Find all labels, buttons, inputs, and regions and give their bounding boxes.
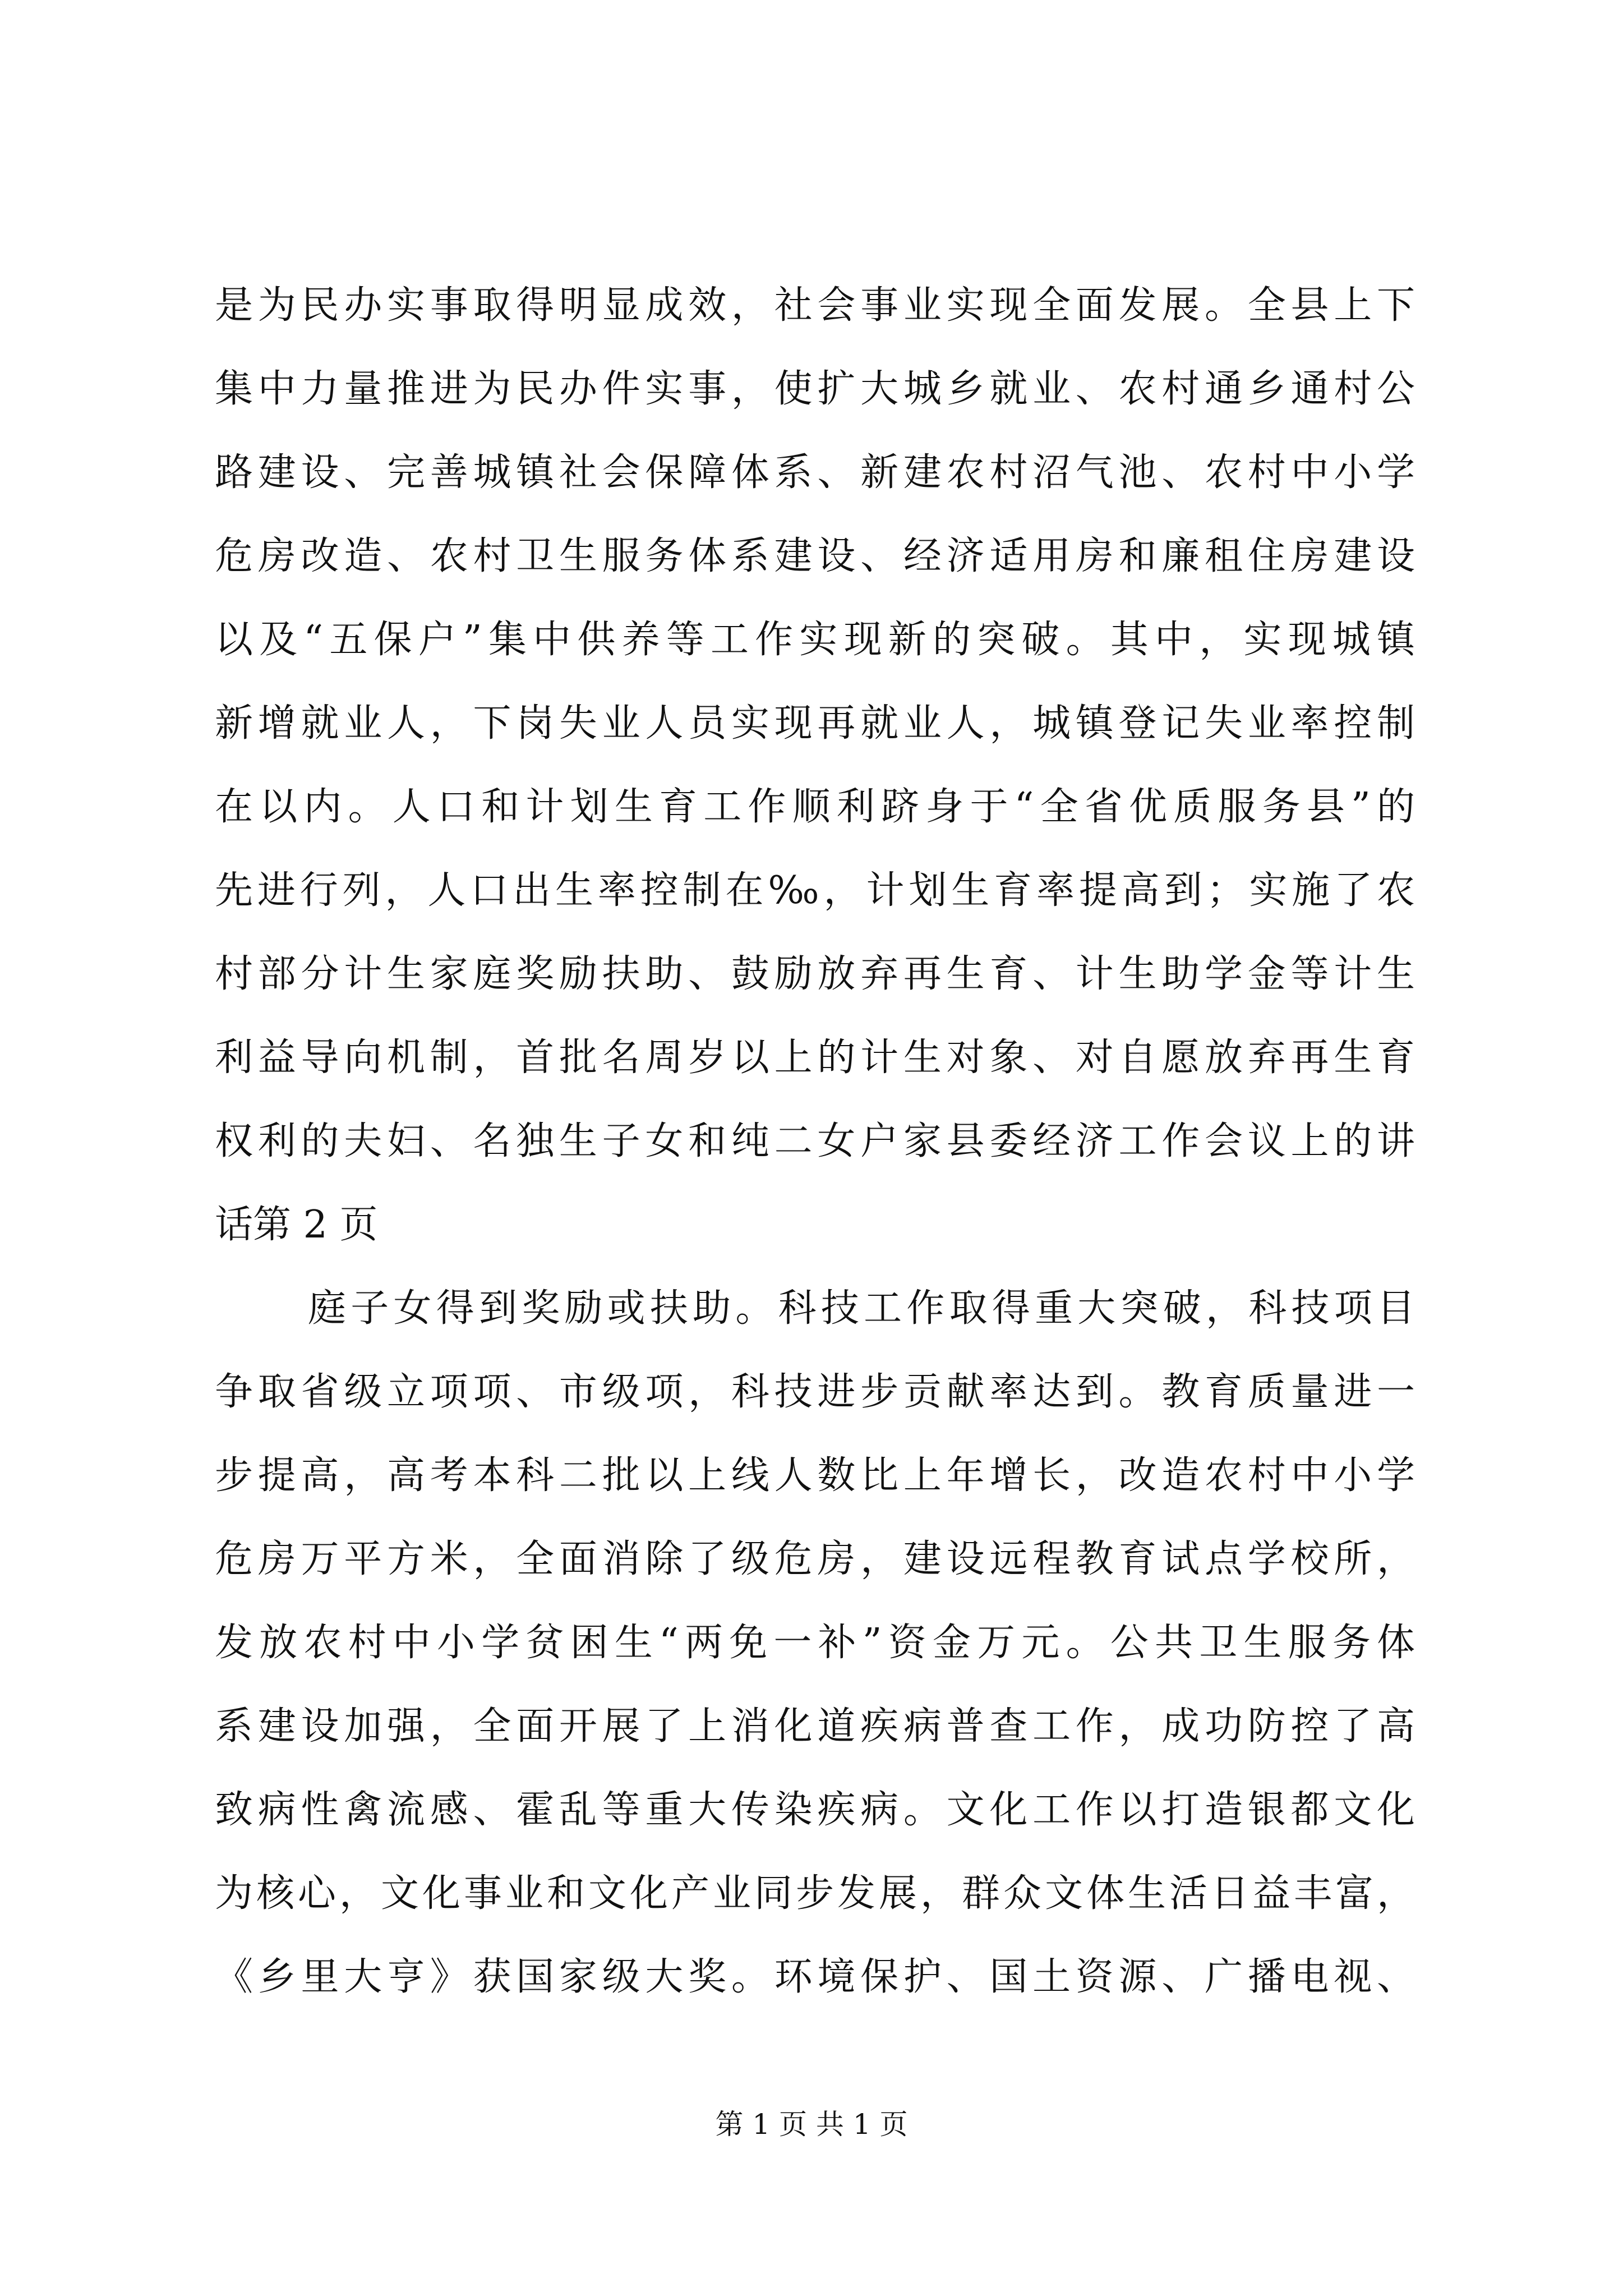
page-number-label: 第 1 页 共 1 页 [715,2108,908,2141]
page-footer [0,2105,1623,2144]
paragraph-2-line-1: 庭子女得到奖励或扶助。科技工作取得重大突破，科技项目 [308,1286,1415,1331]
paragraph-1-line-12: 话第 2 页 [215,1203,378,1247]
paragraph-2-line-2: 争取省级立项项、市级项，科技进步贡献率达到。教育质量进一 [215,1370,1415,1414]
paragraph-1-line-4: 危房改造、农村卫生服务体系建设、经济适用房和廉租住房建设 [215,534,1415,578]
paragraph-1-line-2: 集中力量推进为民办件实事，使扩大城乡就业、农村通乡通村公 [215,367,1415,411]
paragraph-2-line-9: 《乡里大亨》获国家级大奖。环境保护、国土资源、广播电视、 [215,1955,1415,1999]
paragraph-1-line-11: 权利的夫妇、名独生子女和纯二女户家县委经济工作会议上的讲 [215,1119,1415,1163]
paragraph-1-line-3: 路建设、完善城镇社会保障体系、新建农村沼气池、农村中小学 [215,450,1415,495]
paragraph-2-line-3: 步提高，高考本科二批以上线人数比上年增长，改造农村中小学 [215,1453,1415,1498]
paragraph-2-line-5: 发放农村中小学贫困生“两免一补”资金万元。公共卫生服务体 [215,1621,1415,1665]
paragraph-2-line-4: 危房万平方米，全面消除了级危房，建设远程教育试点学校所， [215,1537,1415,1581]
paragraph-2-line-6: 系建设加强，全面开展了上消化道疾病普查工作，成功防控了高 [215,1704,1415,1749]
paragraph-1-line-5: 以及“五保户”集中供养等工作实现新的突破。其中，实现城镇 [215,618,1415,662]
paragraph-1-line-1: 是为民办实事取得明显成效，社会事业实现全面发展。全县上下 [215,283,1415,328]
paragraph-2-line-7: 致病性禽流感、霍乱等重大传染疾病。文化工作以打造银都文化 [215,1788,1415,1832]
paragraph-1-line-7: 在以内。人口和计划生育工作顺利跻身于“全省优质服务县”的 [215,785,1415,829]
document-body [215,264,1415,2019]
paragraph-1-line-10: 利益导向机制，首批名周岁以上的计生对象、对自愿放弃再生育 [215,1036,1415,1080]
paragraph-1-line-6: 新增就业人，下岗失业人员实现再就业人，城镇登记失业率控制 [215,701,1415,746]
paragraph-1-line-9: 村部分计生家庭奖励扶助、鼓励放弃再生育、计生助学金等计生 [215,952,1415,996]
paragraph-1-line-8: 先进行列，人口出生率控制在‰，计划生育率提高到；实施了农 [215,868,1415,913]
paragraph-2-line-8: 为核心，文化事业和文化产业同步发展，群众文体生活日益丰富， [215,1871,1415,1916]
